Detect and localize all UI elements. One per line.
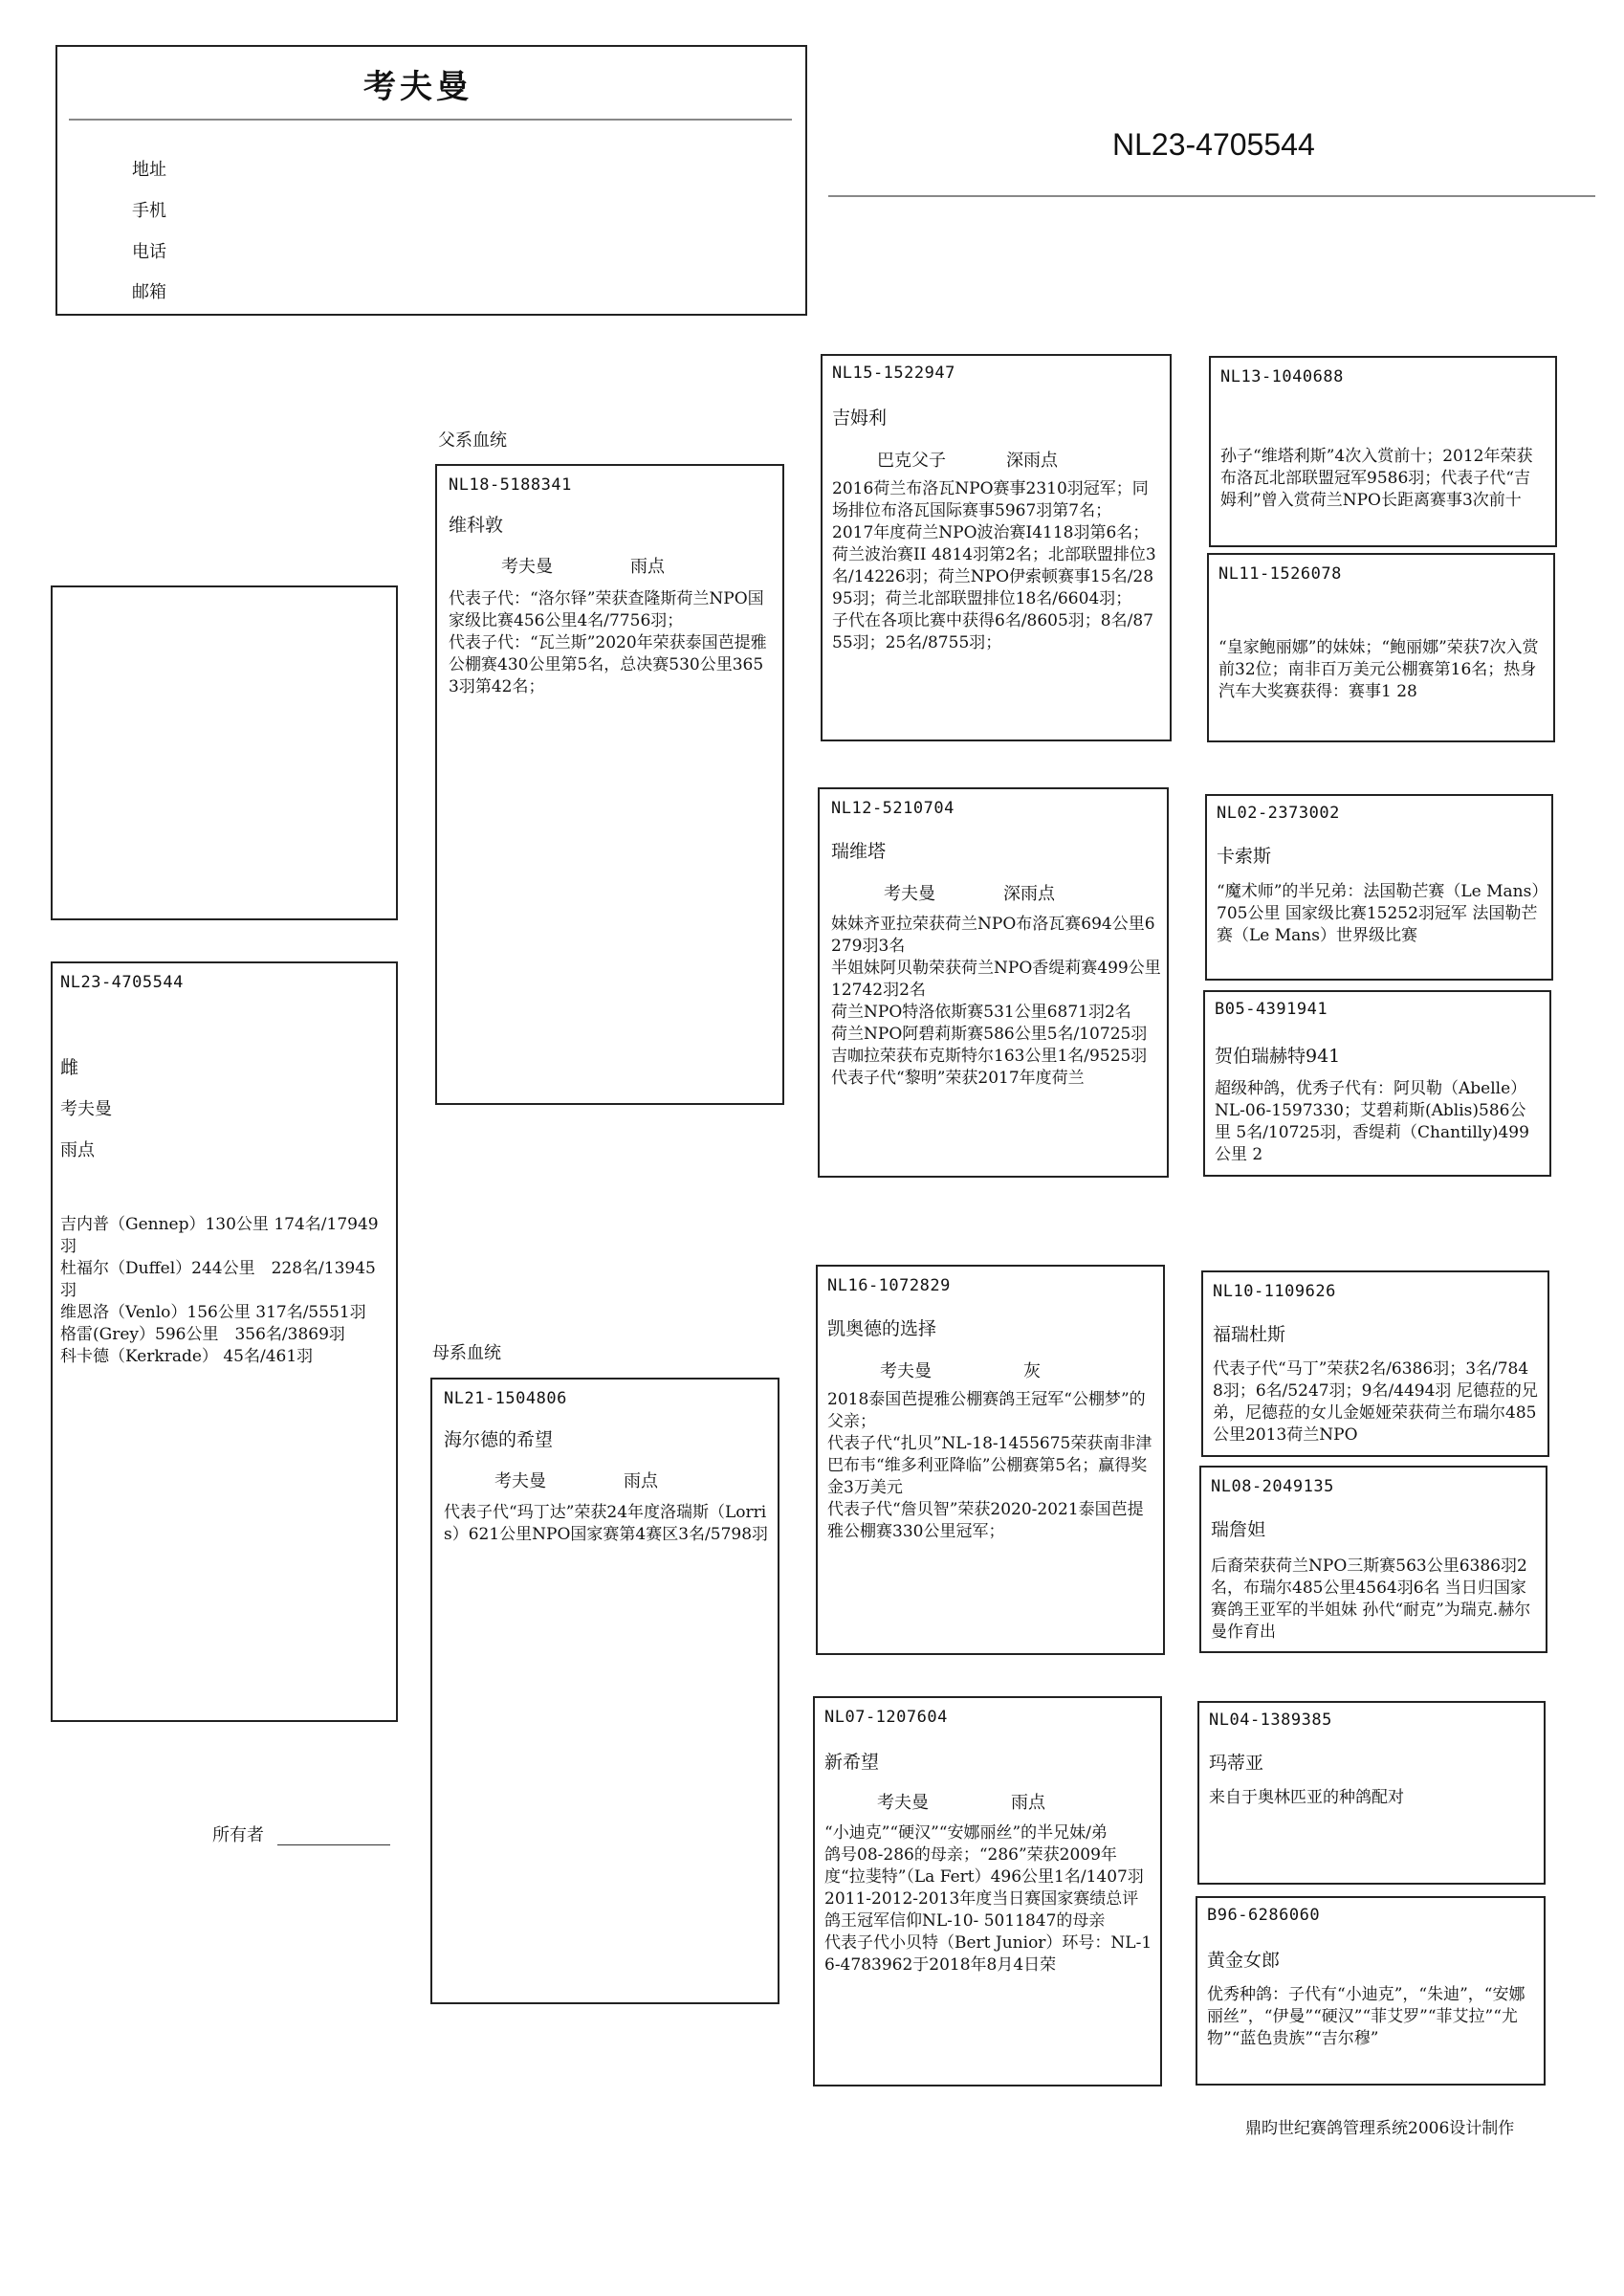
header-ring-underline [828, 195, 1595, 197]
ddd-name: 黄金女郎 [1207, 1950, 1281, 1971]
dd-color: 雨点 [1011, 1793, 1045, 1813]
dam-ring: NL21-1504806 [444, 1389, 567, 1408]
dam-description: 代表子代“玛丁达”荣获24年度洛瑞斯（Lorris）621公里NPO国家赛第4赛区3名/5798羽 [444, 1503, 769, 1544]
dds-description: 来自于奥林匹亚的种鸽配对 [1209, 1788, 1404, 1807]
dss-name: 福瑞杜斯 [1213, 1324, 1286, 1345]
dds-ring: NL04-1389385 [1209, 1711, 1332, 1730]
sd-color: 深雨点 [1003, 884, 1055, 904]
ss-breeder: 巴克父子 [877, 451, 946, 471]
dam-name: 海尔德的希望 [444, 1429, 554, 1450]
sds-card [1205, 794, 1553, 981]
dss-card [1201, 1270, 1549, 1457]
dss-description: 代表子代“马丁”荣获2名/6386羽；3名/7848羽；6名/5247羽；9名/4494羽 尼德菈的兄弟，尼德菈的女儿金姬娅荣获荷兰布瑞尔485公里2013荷兰NPO [1213, 1359, 1538, 1445]
owner-info-box [55, 45, 807, 316]
mobile-label: 手机 [132, 201, 166, 221]
sd-description: 妹妹齐亚拉荣获荷兰NPO布洛瓦赛694公里6279羽3名 半姐妹阿贝勒荣获荷兰NPO香缇莉赛499公里12742羽2名 荷兰NPO特洛依斯赛531公里6871羽2名 荷兰NPO阿碧莉斯赛586公里5名/10725羽 吉咖拉荣获布克斯特尔163公里1名/9525羽 代表子代“黎明”荣获2017年度荷兰 [831, 915, 1161, 1088]
ss-ring: NL15-1522947 [832, 364, 955, 383]
email-label: 邮箱 [132, 282, 166, 302]
result-line: 吉内普（Gennep）130公里 174名/17949羽 [60, 1215, 379, 1256]
sss-description: 孙子“维塔利斯”4次入赏前十；2012年荣获布洛瓦北部联盟冠军9586羽；代表子代“吉姆利”曾入赏荷兰NPO长距离赛事3次前十 [1220, 447, 1533, 510]
sds-description: “魔术师”的半兄弟：法国勒芒赛（Le Mans）705公里 国家级比赛15252羽冠军 法国勒芒赛（Le Mans）世界级比赛 [1217, 882, 1540, 945]
sire-description: 代表子代：“洛尔铎”荣获查隆斯荷兰NPO国家级比赛456公里4名/7756羽； 代表子代：“瓦兰斯”2020年荣获泰国芭提雅公棚赛430公里第5名，总决赛530公里3653羽第42名； [449, 589, 767, 696]
dd-ring: NL07-1207604 [824, 1708, 948, 1727]
ddd-card [1196, 1896, 1546, 2086]
ddd-description: 优秀种鸽：子代有“小迪克”，“朱迪”，“安娜丽丝”，“伊曼”“硬汉”“菲艾罗”“菲艾拉”“尤物”“蓝色贵族”“吉尔穆” [1207, 1985, 1525, 2048]
dd-description: “小迪克”“硬汉”“安娜丽丝”的半兄妹/弟 鸽号08-286的母亲；“286”荣获2009年度“拉斐特”（La Fert）496公里1名/1407羽 2011-2012-2013年度当日赛国家赛绩总评鸽王冠军信仰NL-10- 5011847的母亲 代表子代小贝特（Bert Junior）环号：NL-16-4783962于2018年8月4日荣 [824, 1823, 1152, 1975]
dam-card [430, 1378, 779, 2004]
main-sex: 雌 [60, 1057, 79, 1078]
sire-card [435, 464, 784, 1105]
dd-name: 新希望 [824, 1752, 880, 1773]
ds-color: 灰 [1023, 1361, 1041, 1381]
result-line: 杜福尔（Duffel）244公里 228名/13945羽 [60, 1259, 376, 1300]
sire-ring: NL18-5188341 [449, 475, 572, 495]
photo-placeholder [51, 585, 398, 920]
ssd-card [1207, 553, 1555, 742]
main-ring: NL23-4705544 [60, 973, 184, 992]
ds-breeder: 考夫曼 [880, 1361, 932, 1381]
phone-label: 电话 [132, 242, 166, 262]
ssd-description: “皇家鲍丽娜”的妹妹；“鲍丽娜”荣获7次入赏前32位；南非百万美元公棚赛第16名；热身汽车大奖赛获得：赛事1 28 [1218, 638, 1539, 701]
sdd-ring: B05-4391941 [1215, 1000, 1328, 1019]
ss-color: 深雨点 [1006, 451, 1058, 471]
sire-breeder: 考夫曼 [501, 557, 553, 577]
software-credit: 鼎昀世纪赛鸽管理系统2006设计制作 [1245, 2119, 1515, 2138]
dds-card [1197, 1701, 1546, 1885]
dam-dam-card [813, 1696, 1162, 2086]
sd-name: 瑞维塔 [831, 841, 887, 862]
sire-name: 维科敦 [449, 515, 504, 536]
dsd-description: 后裔荣获荷兰NPO三斯赛563公里6386羽2名，布瑞尔485公里4564羽6名 当日归国家赛鸽王亚军的半姐妹 孙代“耐克”为瑞克.赫尔曼作育出 [1211, 1556, 1531, 1642]
owner-signature-label: 所有者 [212, 1825, 264, 1845]
ds-ring: NL16-1072829 [827, 1276, 951, 1295]
ds-description: 2018泰国芭提雅公棚赛鸽王冠军“公棚梦”的父亲； 代表子代“扎贝”NL-18-1455675荣获南非津巴布韦“维多利亚降临”公棚赛第5名；赢得奖金3万美元 代表子代“詹贝智”荣获2020-2021泰国芭提雅公棚赛330公里冠军； [827, 1390, 1152, 1541]
sds-name: 卡索斯 [1217, 846, 1272, 867]
sdd-name: 贺伯瑞赫特941 [1215, 1046, 1341, 1067]
header-ring-number: NL23-4705544 [1112, 127, 1315, 162]
sd-ring: NL12-5210704 [831, 799, 955, 818]
main-color: 雨点 [60, 1140, 95, 1160]
dd-breeder: 考夫曼 [877, 1793, 929, 1813]
result-line: 维恩洛（Venlo）156公里 317名/5551羽 [60, 1303, 366, 1322]
sss-ring: NL13-1040688 [1220, 367, 1344, 386]
result-line: 科卡德（Kerkrade） 45名/461羽 [60, 1347, 314, 1366]
dds-name: 玛蒂亚 [1209, 1753, 1264, 1774]
dam-breeder: 考夫曼 [494, 1471, 546, 1491]
owner-name: 考夫曼 [363, 68, 472, 106]
main-pigeon-card [51, 961, 398, 1722]
ssd-ring: NL11-1526078 [1218, 564, 1342, 584]
ddd-ring: B96-6286060 [1207, 1906, 1321, 1925]
sds-ring: NL02-2373002 [1217, 804, 1340, 823]
dam-color: 雨点 [624, 1471, 658, 1491]
dss-ring: NL10-1109626 [1213, 1282, 1336, 1301]
dsd-name: 瑞詹妲 [1211, 1519, 1266, 1540]
sire-sire-card [821, 354, 1172, 741]
sire-dam-card [818, 787, 1169, 1178]
sire-color: 雨点 [630, 557, 665, 577]
owner-signature-line [277, 1844, 390, 1845]
owner-divider [69, 119, 792, 121]
paternal-line-label: 父系血统 [438, 430, 507, 451]
sdd-card [1203, 990, 1551, 1177]
ss-name: 吉姆利 [832, 408, 888, 429]
ds-name: 凯奥德的选择 [827, 1318, 937, 1339]
ss-description: 2016荷兰布洛瓦NPO赛事2310羽冠军；同场排位布洛瓦国际赛事5967羽第7名； 2017年度荷兰NPO波治赛I4118羽第6名；荷兰波治赛II 4814羽第2名；北部联盟排位3名/14226羽；荷兰NPO伊索顿赛事15名/2895羽；荷兰北部联盟排位18名/6604羽； 子代在各项比赛中获得6名/8605羽；8名/8755羽；25名/8755羽； [832, 479, 1156, 652]
dam-sire-card [816, 1265, 1165, 1655]
dsd-card [1199, 1466, 1547, 1653]
main-results [60, 1214, 385, 1368]
result-line: 格雷(Grey）596公里 356名/3869羽 [60, 1325, 345, 1344]
address-label: 地址 [132, 160, 166, 180]
maternal-line-label: 母系血统 [432, 1343, 501, 1363]
main-breeder: 考夫曼 [60, 1099, 112, 1119]
sdd-description: 超级种鸽，优秀子代有：阿贝勒（Abelle）NL-06-1597330；艾碧莉斯(Ablis)586公里 5名/10725羽，香缇莉（Chantilly)499公里 2 [1215, 1079, 1529, 1164]
sss-card [1209, 356, 1557, 547]
sd-breeder: 考夫曼 [884, 884, 935, 904]
dsd-ring: NL08-2049135 [1211, 1477, 1334, 1496]
